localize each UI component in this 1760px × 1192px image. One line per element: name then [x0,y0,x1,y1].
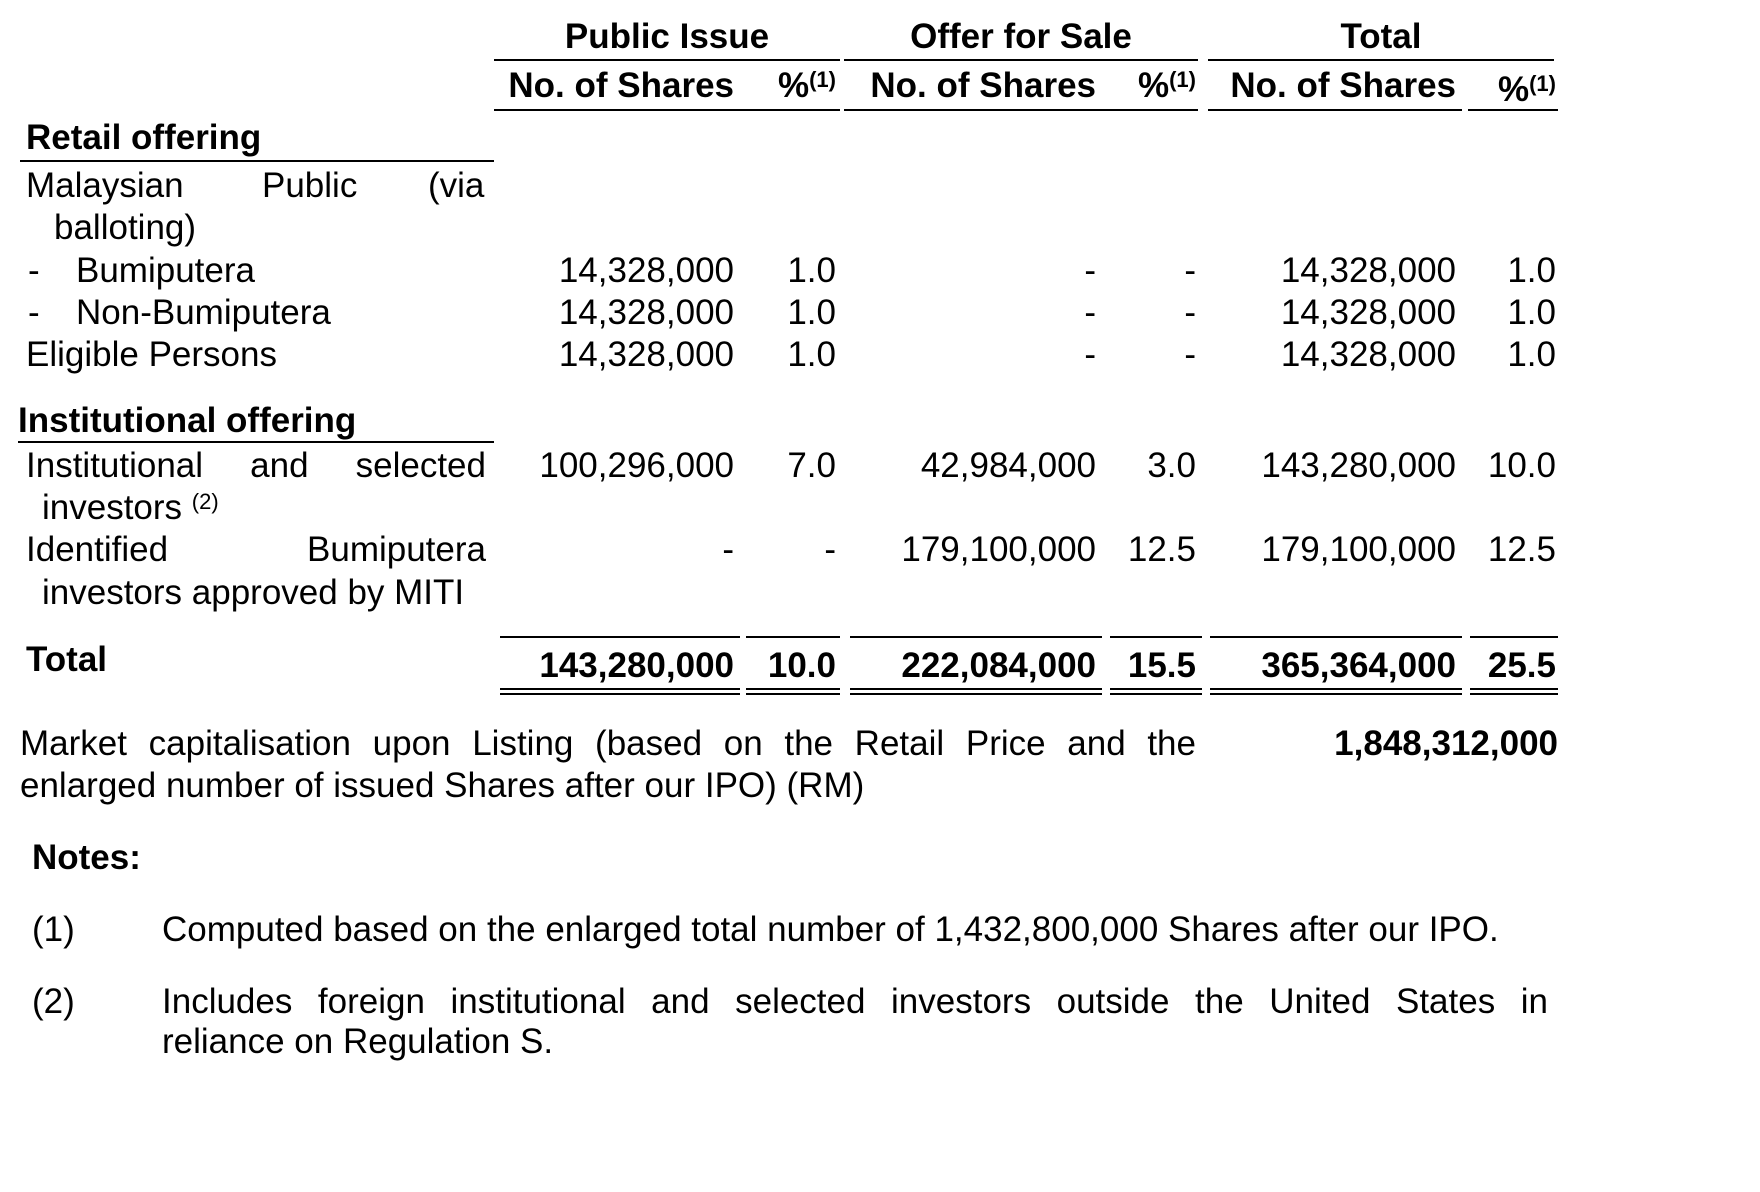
subheader-pct: %$^{(1)}$ [1137,66,1196,105]
cell-total-shares: 14,328,000 [1280,335,1456,374]
total-rule-top [850,636,1102,638]
note-marker: (1) [32,910,75,949]
cell-ofs-shares: 179,100,000 [901,530,1096,569]
cell-total-pct: 10.0 [1487,446,1556,485]
total-double-rule [1210,688,1462,695]
cell-total-shares: 179,100,000 [1261,530,1456,569]
subheader-no-of-shares: No. of Shares [1230,66,1456,105]
malaysian-public-label-w2: Public [262,166,358,205]
row-label-bumiputera: Bumiputera [76,251,255,290]
row-dash: - [28,293,40,332]
cell-total-pct: 1.0 [1507,335,1556,374]
subheader-no-of-shares: No. of Shares [508,66,734,105]
cell-ofs-pct: 3.0 [1147,446,1196,485]
total-rule-top [1210,636,1462,638]
market-cap-value: 1,848,312,000 [1334,724,1558,763]
cell-total-shares: 14,328,000 [1280,251,1456,290]
total-double-rule [1110,688,1202,695]
cell-pi-pct: - [824,530,836,569]
total-total-shares: 365,364,000 [1261,646,1456,685]
section-rule [18,441,494,443]
cell-ofs-shares: - [1084,335,1096,374]
cell-total-shares: 143,280,000 [1261,446,1456,485]
section-rule [20,160,494,162]
row-label-non-bumiputera: Non-Bumiputera [76,293,331,332]
note-text: Includes foreign institutional and selected investors outside the United States in [162,982,1548,1021]
header-total: Total [1340,17,1422,56]
cell-pi-pct: 7.0 [787,446,836,485]
total-ofs-pct: 15.5 [1127,646,1196,685]
total-label: Total [26,640,108,679]
subheader-rule [1208,109,1462,111]
cell-pi-pct: 1.0 [787,335,836,374]
cell-total-pct: 1.0 [1507,293,1556,332]
note-marker: (2) [32,982,75,1021]
subheader-rule [844,109,1198,111]
total-double-rule [1470,688,1558,695]
total-double-rule [500,688,740,695]
cell-pi-shares: 14,328,000 [558,293,734,332]
market-cap-text-line2: enlarged number of issued Shares after our IPO) (RM) [20,766,865,805]
cell-pi-shares: 14,328,000 [558,251,734,290]
subheader-pct: %$^{(1)}$ [1497,70,1556,109]
row-label-institutional-investors: Institutional and selected [26,446,486,485]
malaysian-public-label-line2: balloting) [54,208,197,247]
cell-pi-shares: 14,328,000 [558,335,734,374]
cell-ofs-pct: - [1184,335,1196,374]
row-label-identified-bumiputera-line2: investors approved by MITI [42,573,465,612]
malaysian-public-label-w1: Malaysian [26,166,184,205]
subheader-rule [494,109,840,111]
cell-ofs-shares: - [1084,251,1096,290]
market-cap-text-line1: Market capitalisation upon Listing (based on the Retail Price and the [20,724,1196,763]
note-text-line2: reliance on Regulation S. [162,1022,554,1061]
cell-ofs-shares: - [1084,293,1096,332]
total-rule-top [746,636,840,638]
cell-pi-shares: - [722,530,734,569]
malaysian-public-label-w3: (via [428,166,485,205]
row-dash: - [28,251,40,290]
cell-ofs-pct: 12.5 [1127,530,1196,569]
subheader-pct: %$^{(1)}$ [777,66,836,105]
retail-offering-heading: Retail offering [26,118,262,157]
cell-total-pct: 1.0 [1507,251,1556,290]
row-label-identified-bumiputera: Identified Bumiputera [26,530,486,569]
total-rule-top [1110,636,1202,638]
total-pi-shares: 143,280,000 [539,646,734,685]
total-total-pct: 25.5 [1487,646,1556,685]
header-rule [844,59,1198,61]
total-double-rule [746,688,840,695]
row-label-eligible-persons: Eligible Persons [26,335,277,374]
subheader-no-of-shares: No. of Shares [870,66,1096,105]
total-ofs-shares: 222,084,000 [901,646,1096,685]
note-text: Computed based on the enlarged total number of 1,432,800,000 Shares after our IPO. [162,910,1499,949]
cell-pi-shares: 100,296,000 [539,446,734,485]
institutional-offering-heading: Institutional offering [18,401,357,440]
cell-ofs-shares: 42,984,000 [920,446,1096,485]
cell-pi-pct: 1.0 [787,251,836,290]
row-label-institutional-investors-line2: investors $^{(2)}$ [42,488,219,527]
cell-ofs-pct: - [1184,251,1196,290]
header-rule [1208,59,1554,61]
total-rule-top [500,636,740,638]
cell-pi-pct: 1.0 [787,293,836,332]
header-public-issue: Public Issue [564,17,770,56]
cell-total-shares: 14,328,000 [1280,293,1456,332]
total-rule-top [1470,636,1558,638]
subheader-rule [1468,109,1558,111]
header-rule [494,59,840,61]
notes-heading: Notes: [32,838,141,877]
cell-total-pct: 12.5 [1487,530,1556,569]
header-offer-for-sale: Offer for Sale [910,17,1132,56]
total-double-rule [850,688,1102,695]
total-pi-pct: 10.0 [767,646,836,685]
cell-ofs-pct: - [1184,293,1196,332]
